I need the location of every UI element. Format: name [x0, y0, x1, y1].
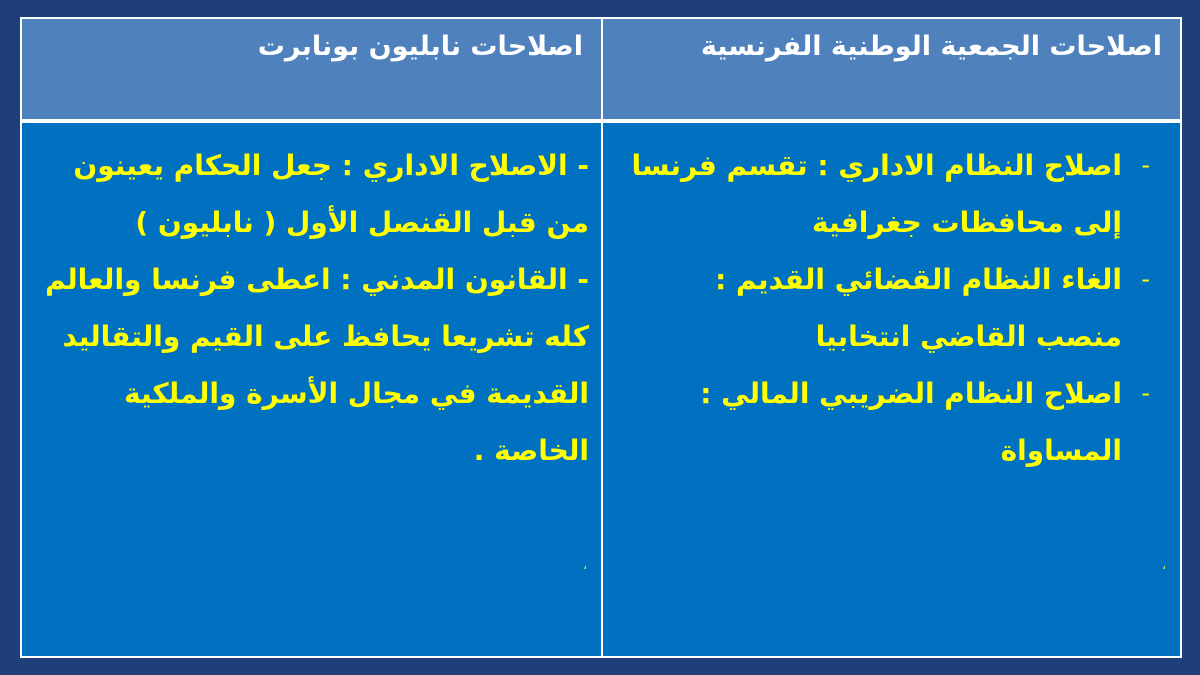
list-item — [623, 251, 1150, 365]
reforms-table — [20, 17, 1182, 658]
header-napoleon: اصلاحات نابليون بونابرت — [22, 19, 601, 123]
header-national-assembly: اصلاحات الجمعية الوطنية الفرنسية — [601, 19, 1180, 123]
list-item — [623, 365, 1150, 479]
comma-mark: ، — [583, 558, 587, 572]
paragraph-civil-code: - القانون المدني : اعطى فرنسا والعالم كله تشريعا يحافظ على القيم والتقاليد القديمة في مجال الأسرة والملكية الخاصة . — [45, 263, 589, 467]
list-item-text: اصلاح النظام الضريبي المالي : المساواة — [700, 377, 1122, 467]
bullet-dash: - — [1141, 265, 1150, 293]
bullet-dash: - — [1141, 379, 1150, 407]
comma-mark: ، — [1162, 558, 1166, 572]
paragraph-administrative-reform: - الاصلاح الاداري : جعل الحكام يعينون من قبل القنصل الأول ( نابليون ) — [73, 149, 589, 239]
list-item-text: الغاء النظام القضائي القديم : منصب القاضي انتخابيا — [715, 263, 1122, 353]
cell-national-assembly-reforms — [601, 123, 1180, 656]
cell-napoleon-reforms — [22, 123, 601, 656]
list-item-text: اصلاح النظام الاداري : تقسم فرنسا إلى محافظات جغرافية — [631, 149, 1122, 239]
assembly-reform-list — [623, 137, 1150, 479]
list-item — [623, 137, 1150, 251]
bullet-dash: - — [1141, 151, 1150, 179]
